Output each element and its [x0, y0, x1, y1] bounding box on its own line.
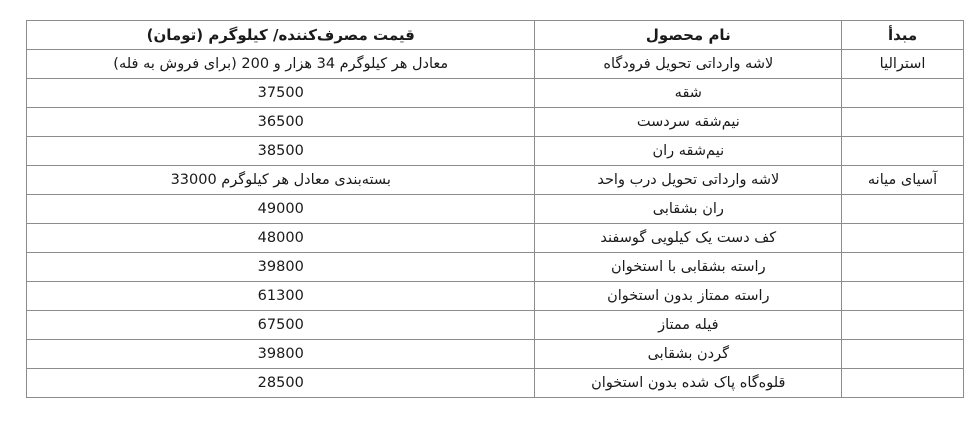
cell-product: نیم‌شقه سردست — [535, 108, 842, 137]
cell-product: کف دست یک کیلویی گوسفند — [535, 224, 842, 253]
cell-product: گردن بشقابی — [535, 340, 842, 369]
table-row — [27, 50, 964, 79]
table-row — [27, 253, 964, 282]
cell-product: لاشه وارداتی تحویل درب واحد — [535, 166, 842, 195]
table-row — [27, 108, 964, 137]
cell-price: 67500 — [27, 311, 535, 340]
table-row — [27, 282, 964, 311]
table-row — [27, 166, 964, 195]
table-row — [27, 195, 964, 224]
cell-origin — [842, 369, 964, 398]
price-table — [26, 20, 964, 398]
header-origin: مبدأ — [842, 21, 964, 50]
cell-price: 38500 — [27, 137, 535, 166]
cell-product: فیله ممتاز — [535, 311, 842, 340]
cell-origin — [842, 282, 964, 311]
table-header-row — [27, 21, 964, 50]
cell-origin — [842, 224, 964, 253]
cell-product: راسته ممتاز بدون استخوان — [535, 282, 842, 311]
cell-price: بسته‌بندی معادل هر کیلوگرم 33000 — [27, 166, 535, 195]
cell-product: راسته بشقابی با استخوان — [535, 253, 842, 282]
cell-product: شقه — [535, 79, 842, 108]
table-row — [27, 369, 964, 398]
cell-price: 39800 — [27, 253, 535, 282]
cell-price: 39800 — [27, 340, 535, 369]
table-row — [27, 137, 964, 166]
cell-product: لاشه وارداتی تحویل فرودگاه — [535, 50, 842, 79]
cell-origin — [842, 108, 964, 137]
cell-origin — [842, 137, 964, 166]
cell-origin — [842, 340, 964, 369]
cell-price: 28500 — [27, 369, 535, 398]
cell-origin — [842, 311, 964, 340]
table-row — [27, 311, 964, 340]
cell-product: ران بشقابی — [535, 195, 842, 224]
cell-price: معادل هر کیلوگرم 34 هزار و 200 (برای فروش به فله) — [27, 50, 535, 79]
table-row — [27, 79, 964, 108]
cell-price: 37500 — [27, 79, 535, 108]
table-row — [27, 224, 964, 253]
cell-origin — [842, 253, 964, 282]
cell-product: نیم‌شقه ران — [535, 137, 842, 166]
cell-origin — [842, 195, 964, 224]
header-product: نام محصول — [535, 21, 842, 50]
cell-price: 61300 — [27, 282, 535, 311]
cell-origin: آسیای میانه — [842, 166, 964, 195]
cell-price: 36500 — [27, 108, 535, 137]
table-row — [27, 340, 964, 369]
cell-origin: استرالیا — [842, 50, 964, 79]
cell-price: 48000 — [27, 224, 535, 253]
cell-price: 49000 — [27, 195, 535, 224]
header-price: قیمت مصرف‌کننده/ کیلوگرم (تومان) — [27, 21, 535, 50]
cell-origin — [842, 79, 964, 108]
cell-product: قلوه‌گاه پاک شده بدون استخوان — [535, 369, 842, 398]
